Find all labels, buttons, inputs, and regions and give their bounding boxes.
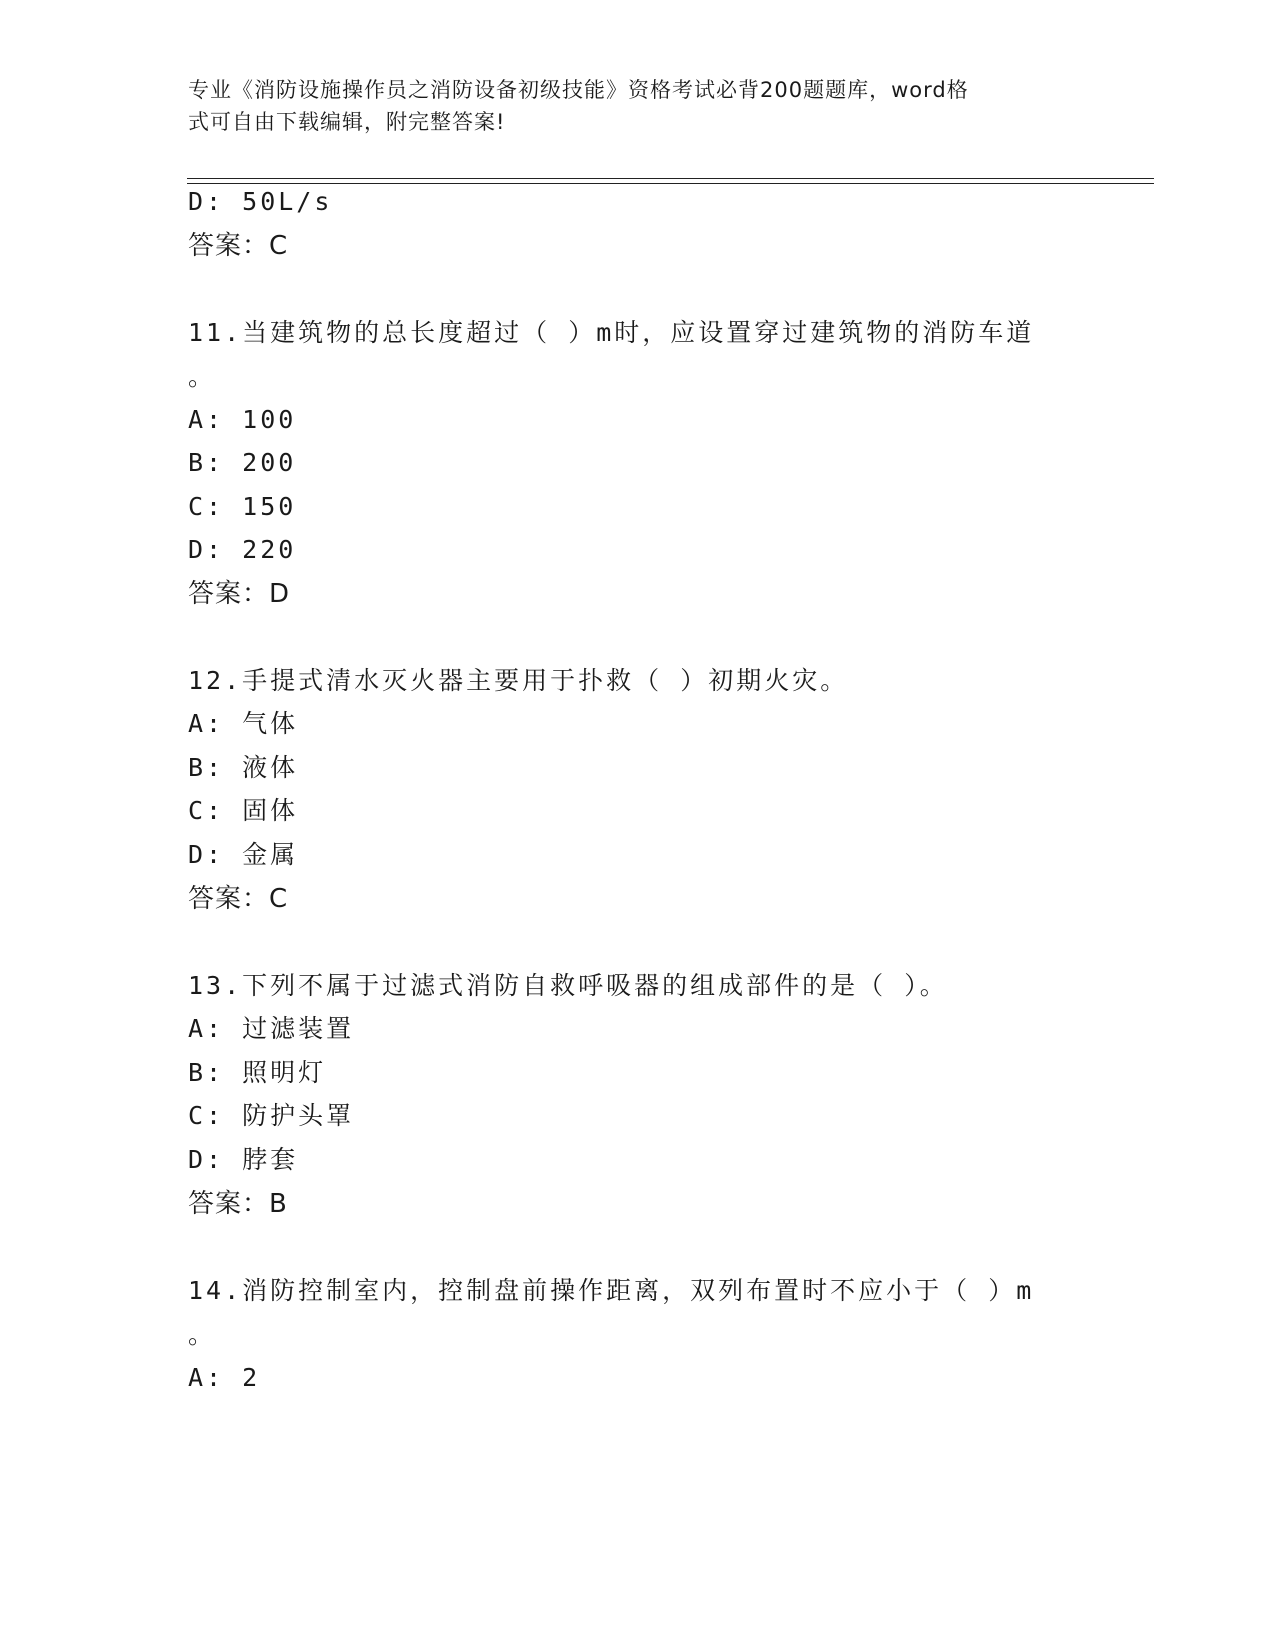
q11-question-line-2: 。	[188, 362, 217, 391]
q12-answer: 答案：C	[188, 884, 289, 914]
q13-answer: 答案：B	[188, 1189, 288, 1219]
q13-option-a: A: 过滤装置	[188, 1014, 355, 1043]
q12-option-c: C: 固体	[188, 796, 299, 825]
q14-option-a: A: 2	[188, 1363, 261, 1392]
header-divider-top	[187, 178, 1154, 179]
q13-option-c: C: 防护头罩	[188, 1101, 355, 1130]
q11-option-a: A: 100	[188, 405, 297, 434]
header-line-1: 专业《消防设施操作员之消防设备初级技能》资格考试必背200题题库，word格	[188, 78, 969, 102]
q12-option-b: B: 液体	[188, 753, 299, 782]
q13-option-b: B: 照明灯	[188, 1058, 327, 1087]
q11-option-d: D: 220	[188, 535, 297, 564]
document-header	[188, 74, 1068, 138]
q11-answer: 答案：D	[188, 579, 291, 609]
q11-question-line-1: 11.当建筑物的总长度超过（ ）m时，应设置穿过建筑物的消防车道	[188, 318, 1035, 347]
q11-option-b: B: 200	[188, 448, 297, 477]
q12-question: 12.手提式清水灭火器主要用于扑救（ ）初期火灾。	[188, 666, 849, 695]
q14-question-line-1: 14.消防控制室内，控制盘前操作距离，双列布置时不应小于（ ）m	[188, 1276, 1035, 1305]
q10-answer: 答案：C	[188, 231, 289, 261]
q14-question-line-2: 。	[188, 1320, 217, 1349]
q13-question: 13.下列不属于过滤式消防自救呼吸器的组成部件的是（ ）。	[188, 971, 948, 1000]
q12-option-d: D: 金属	[188, 840, 299, 869]
q10-option-d: D: 50L/s	[188, 187, 333, 216]
q11-option-c: C: 150	[188, 492, 297, 521]
q13-option-d: D: 脖套	[188, 1145, 299, 1174]
header-divider-bottom	[187, 183, 1154, 184]
q12-option-a: A: 气体	[188, 709, 299, 738]
header-line-2: 式可自由下载编辑，附完整答案!	[188, 110, 506, 134]
